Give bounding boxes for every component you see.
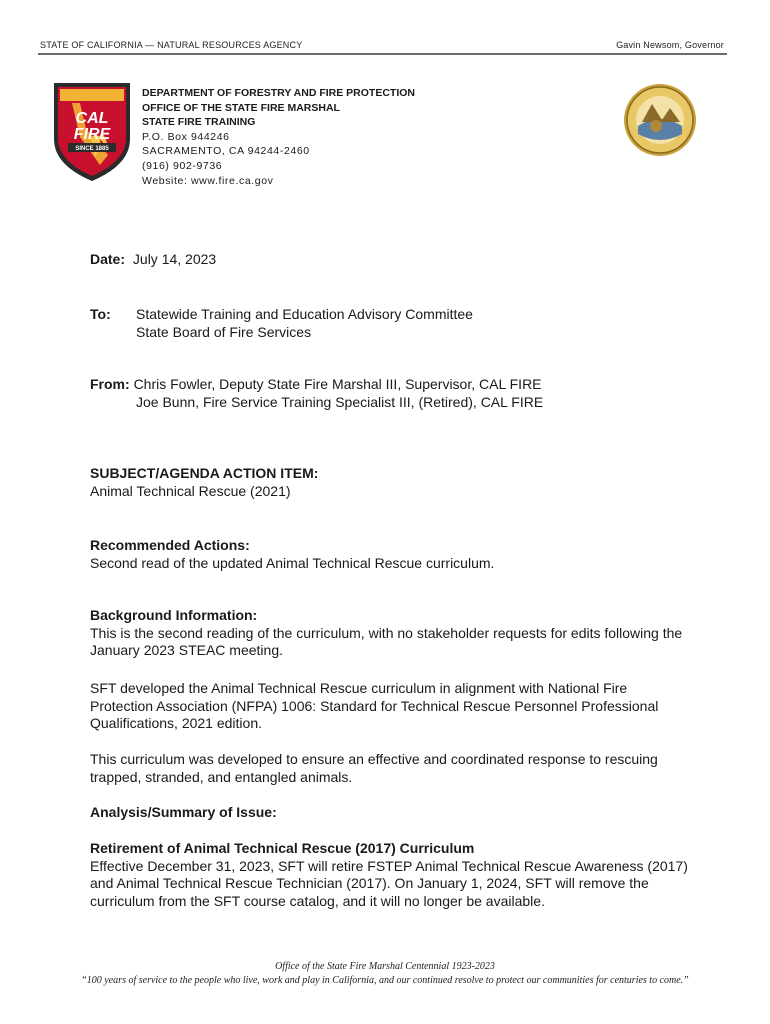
logo-since-text: SINCE 1885 [75, 146, 109, 152]
agency-division: STATE FIRE TRAINING [142, 116, 256, 129]
footer-motto: “100 years of service to the people who live, work and play in California, and our continued resolve to protect our communities for centuries to come.” [81, 975, 689, 986]
recommended-section [90, 537, 494, 572]
subject-heading: SUBJECT/AGENDA ACTION ITEM: [90, 465, 319, 481]
background-heading: Background Information: [90, 607, 258, 623]
paragraph-line: and Animal Technical Rescue Technician (2017). On January 1, 2024, SFT will remove the [90, 875, 649, 891]
paragraph-line: January 2023 STEAC meeting. [90, 642, 283, 658]
recommended-text: Second read of the updated Animal Technical Rescue curriculum. [90, 554, 495, 571]
cal-fire-logo [50, 77, 134, 183]
agency-phone: (916) 902-9736 [142, 159, 223, 172]
to-recipients [136, 306, 473, 341]
to-recipient-2: State Board of Fire Services [136, 323, 312, 340]
to-label: To: [90, 306, 111, 322]
logo-cal-text: CAL [75, 110, 109, 127]
agency-pobox: P.O. Box 944246 [142, 130, 230, 143]
date-value: July 14, 2023 [132, 251, 217, 267]
from-sender-1: Chris Fowler, Deputy State Fire Marshal III, Supervisor, CAL FIRE [133, 376, 542, 392]
header-governor-text: Gavin Newsom, Governor [616, 40, 724, 50]
logo-fire-text: FIRE [73, 126, 111, 143]
agency-city: SACRAMENTO, CA 94244-2460 [142, 145, 310, 158]
to-recipient-1: Statewide Training and Education Advisory Committee [136, 306, 473, 322]
paragraph-line: This is the second reading of the curriculum, with no stakeholder requests for edits following the [90, 624, 683, 641]
paragraph-line: trapped, stranded, and entangled animals. [90, 768, 353, 785]
subject-text: Animal Technical Rescue (2021) [90, 482, 291, 499]
header-agency-text: STATE OF CALIFORNIA — NATURAL RESOURCES AGENCY [40, 40, 303, 50]
subject-section [90, 465, 318, 500]
agency-website: Website: www.fire.ca.gov [142, 174, 274, 187]
agency-office: OFFICE OF THE STATE FIRE MARSHAL [142, 101, 340, 114]
from-label: From: [90, 376, 130, 392]
background-section [90, 607, 682, 660]
analysis-heading: Analysis/Summary of Issue: [90, 804, 277, 820]
agency-address-block [142, 86, 415, 188]
paragraph-line: SFT developed the Animal Technical Rescue curriculum in alignment with National Fire [90, 680, 628, 696]
footer-centennial: Office of the State Fire Marshal Centennial 1923-2023 [275, 961, 495, 972]
header-divider [38, 53, 727, 55]
date-label: Date: [90, 251, 126, 267]
state-seal [622, 82, 698, 158]
background-paragraph-2 [90, 680, 658, 733]
paragraph-line: Qualifications, 2021 edition. [90, 715, 262, 731]
analysis-subheading: Retirement of Animal Technical Rescue (2017) Curriculum [90, 840, 475, 856]
memo-from [90, 376, 542, 394]
paragraph-line: curriculum from the SFT course catalog, and it will no longer be available. [90, 892, 545, 909]
agency-department: DEPARTMENT OF FORESTRY AND FIRE PROTECTION [142, 87, 416, 99]
recommended-heading: Recommended Actions: [90, 537, 250, 553]
memo-date [90, 251, 216, 269]
from-sender-2: Joe Bunn, Fire Service Training Specialist III, (Retired), CAL FIRE [136, 394, 544, 410]
background-paragraph-1 [90, 625, 682, 660]
background-paragraph-3 [90, 751, 658, 786]
paragraph-line: This curriculum was developed to ensure an effective and coordinated response to rescuing [90, 751, 658, 767]
paragraph-line: Protection Association (NFPA) 1006: Standard for Technical Rescue Personnel Professional [90, 697, 659, 714]
paragraph-line: Effective December 31, 2023, SFT will retire FSTEP Animal Technical Rescue Awareness (2017) [90, 857, 688, 874]
analysis-section [90, 840, 688, 910]
